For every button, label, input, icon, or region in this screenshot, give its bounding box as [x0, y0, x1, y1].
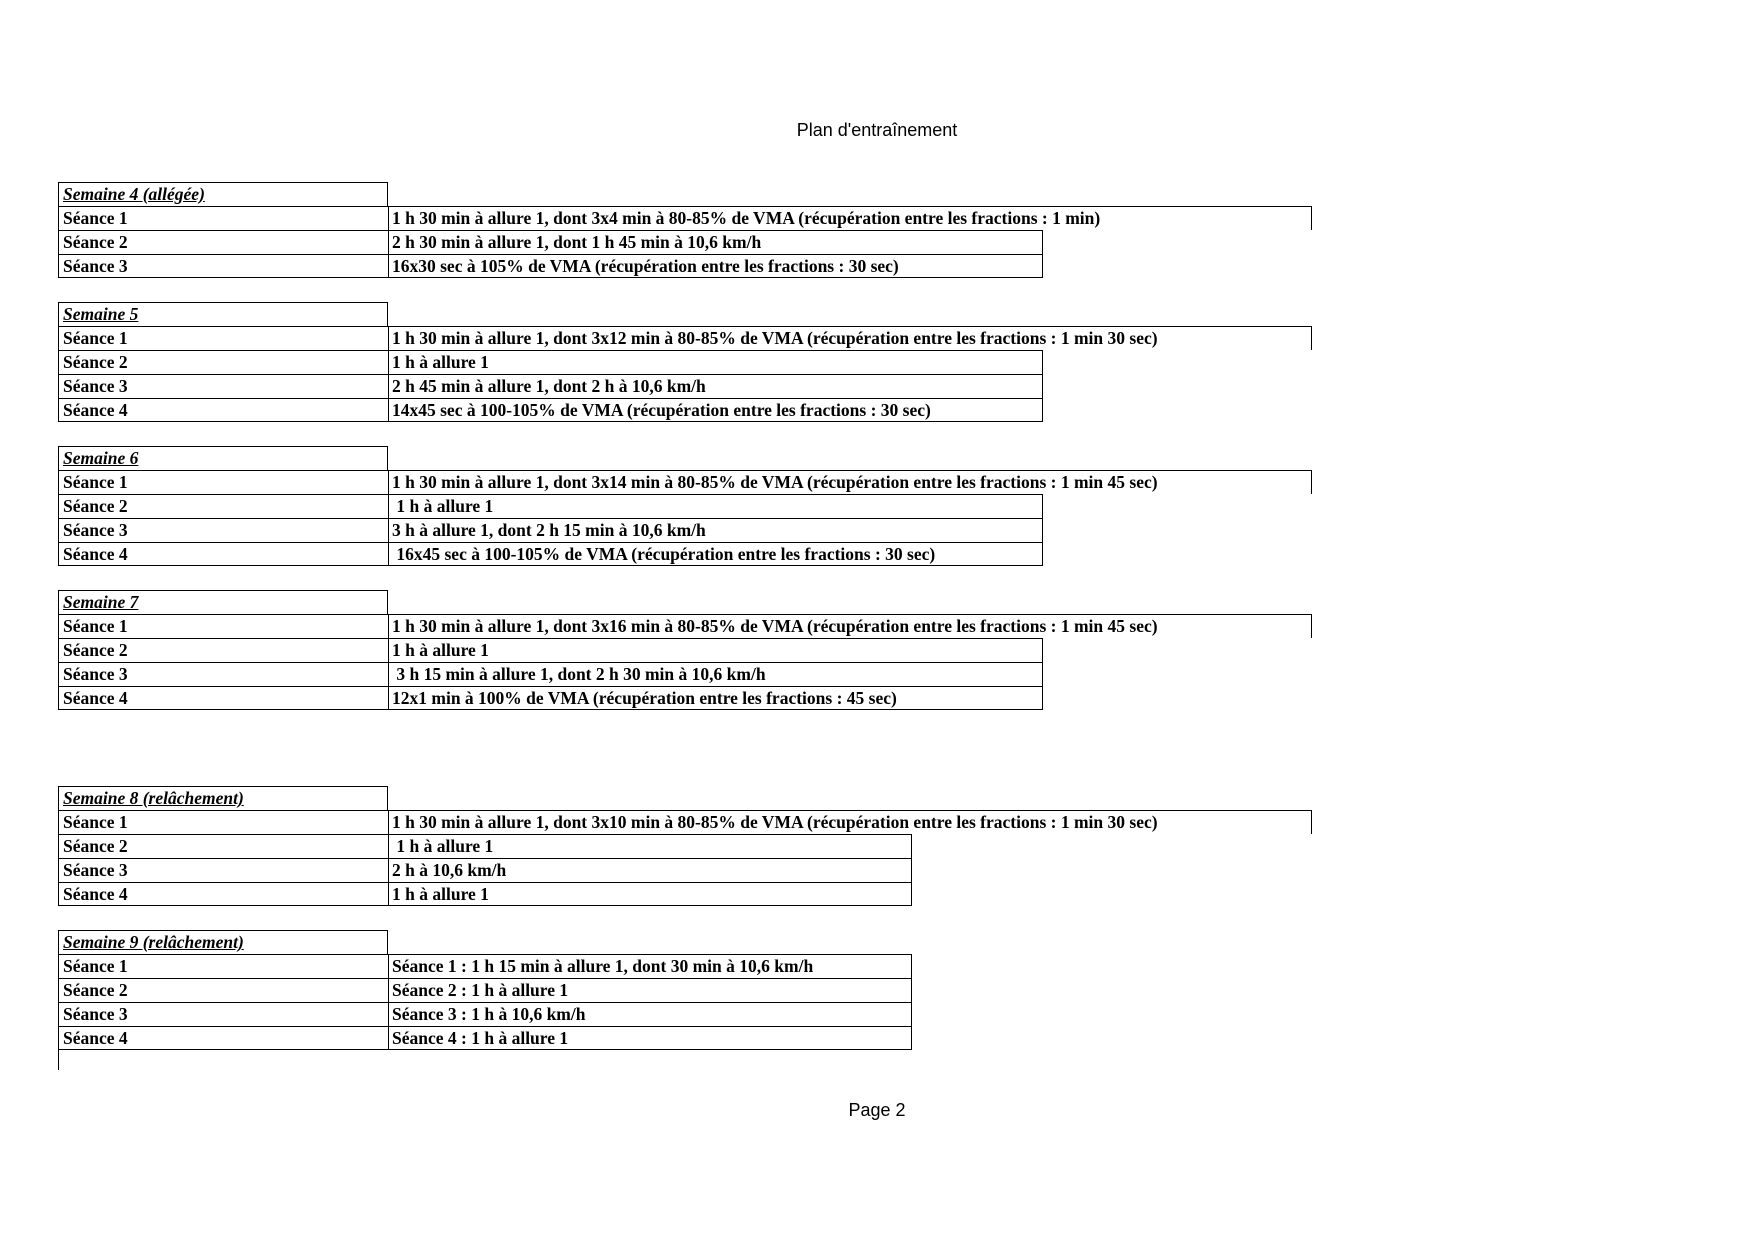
- table-row: [58, 614, 1312, 638]
- week-table: [58, 446, 1312, 566]
- table-row: [58, 494, 1312, 518]
- session-description: 16x45 sec à 100-105% de VMA (récupération entre les fractions : 30 sec): [388, 542, 1043, 566]
- session-label: Séance 4: [58, 1026, 388, 1050]
- session-description: 2 h à 10,6 km/h: [388, 858, 912, 882]
- table-row: [58, 350, 1312, 374]
- session-description: 1 h à allure 1: [388, 350, 1043, 374]
- session-label: Séance 4: [58, 398, 388, 422]
- session-label: Séance 2: [58, 834, 388, 858]
- table-row: [58, 542, 1312, 566]
- session-description: 16x30 sec à 105% de VMA (récupération entre les fractions : 30 sec): [388, 254, 1043, 278]
- session-label: Séance 3: [58, 858, 388, 882]
- week-table: [58, 302, 1312, 422]
- session-description: 12x1 min à 100% de VMA (récupération entre les fractions : 45 sec): [388, 686, 1043, 710]
- session-description: 1 h à allure 1: [388, 882, 912, 906]
- week-table: [58, 930, 912, 1050]
- session-description: 1 h 30 min à allure 1, dont 3x12 min à 80-85% de VMA (récupération entre les fractions : 1 min 30 sec): [388, 326, 1312, 350]
- session-description: Séance 1 : 1 h 15 min à allure 1, dont 30 min à 10,6 km/h: [388, 954, 912, 978]
- week-title: Semaine 4 (allégée): [58, 182, 388, 206]
- table-row: [58, 518, 1312, 542]
- table-row: [58, 374, 1312, 398]
- session-description: Séance 4 : 1 h à allure 1: [388, 1026, 912, 1050]
- page-footer: Page 2: [848, 1100, 906, 1120]
- session-description: Séance 2 : 1 h à allure 1: [388, 978, 912, 1002]
- table-row: [58, 858, 1312, 882]
- session-label: Séance 1: [58, 206, 388, 230]
- session-label: Séance 4: [58, 542, 388, 566]
- table-row: [58, 398, 1312, 422]
- session-label: Séance 1: [58, 470, 388, 494]
- session-description: 2 h 45 min à allure 1, dont 2 h à 10,6 km/h: [388, 374, 1043, 398]
- session-label: Séance 2: [58, 230, 388, 254]
- table-row: [58, 686, 1312, 710]
- session-description: 1 h à allure 1: [388, 834, 912, 858]
- session-label: Séance 1: [58, 954, 388, 978]
- table-row: [58, 470, 1312, 494]
- session-description: 1 h 30 min à allure 1, dont 3x14 min à 80-85% de VMA (récupération entre les fractions : 1 min 45 sec): [388, 470, 1312, 494]
- session-description: 1 h 30 min à allure 1, dont 3x4 min à 80-85% de VMA (récupération entre les fractions : 1 min): [388, 206, 1312, 230]
- table-row: [58, 810, 1312, 834]
- session-description: 1 h 30 min à allure 1, dont 3x16 min à 80-85% de VMA (récupération entre les fractions : 1 min 45 sec): [388, 614, 1312, 638]
- session-description: 3 h 15 min à allure 1, dont 2 h 30 min à 10,6 km/h: [388, 662, 1043, 686]
- table-row: [58, 1026, 912, 1050]
- session-label: Séance 2: [58, 638, 388, 662]
- page-header: Plan d'entraînement: [796, 120, 958, 140]
- session-label: Séance 1: [58, 810, 388, 834]
- week-title: Semaine 7: [58, 590, 388, 614]
- table-row: [58, 882, 1312, 906]
- cell-border-fragment: [58, 1048, 59, 1070]
- table-row: [58, 326, 1312, 350]
- table-row: [58, 230, 1312, 254]
- session-label: Séance 3: [58, 518, 388, 542]
- session-label: Séance 2: [58, 494, 388, 518]
- week-table: [58, 182, 1312, 278]
- session-description: 14x45 sec à 100-105% de VMA (récupération entre les fractions : 30 sec): [388, 398, 1043, 422]
- table-row: [58, 254, 1312, 278]
- session-description: 3 h à allure 1, dont 2 h 15 min à 10,6 km/h: [388, 518, 1043, 542]
- session-description: 1 h à allure 1: [388, 494, 1043, 518]
- week-title: Semaine 8 (relâchement): [58, 786, 388, 810]
- session-label: Séance 3: [58, 662, 388, 686]
- week-title: Semaine 5: [58, 302, 388, 326]
- table-row: [58, 638, 1312, 662]
- session-label: Séance 4: [58, 882, 388, 906]
- session-label: Séance 3: [58, 374, 388, 398]
- table-row: [58, 662, 1312, 686]
- session-label: Séance 1: [58, 614, 388, 638]
- session-description: Séance 3 : 1 h à 10,6 km/h: [388, 1002, 912, 1026]
- session-description: 1 h 30 min à allure 1, dont 3x10 min à 80-85% de VMA (récupération entre les fractions : 1 min 30 sec): [388, 810, 1312, 834]
- session-label: Séance 2: [58, 350, 388, 374]
- session-label: Séance 1: [58, 326, 388, 350]
- session-description: 1 h à allure 1: [388, 638, 1043, 662]
- table-row: [58, 1002, 912, 1026]
- session-label: Séance 2: [58, 978, 388, 1002]
- session-description: 2 h 30 min à allure 1, dont 1 h 45 min à 10,6 km/h: [388, 230, 1043, 254]
- table-row: [58, 954, 912, 978]
- week-title: Semaine 6: [58, 446, 388, 470]
- week-title: Semaine 9 (relâchement): [58, 930, 388, 954]
- table-row: [58, 206, 1312, 230]
- session-label: Séance 3: [58, 1002, 388, 1026]
- week-table: [58, 590, 1312, 710]
- week-table: [58, 786, 1312, 906]
- session-label: Séance 3: [58, 254, 388, 278]
- session-label: Séance 4: [58, 686, 388, 710]
- table-row: [58, 834, 1312, 858]
- table-row: [58, 978, 912, 1002]
